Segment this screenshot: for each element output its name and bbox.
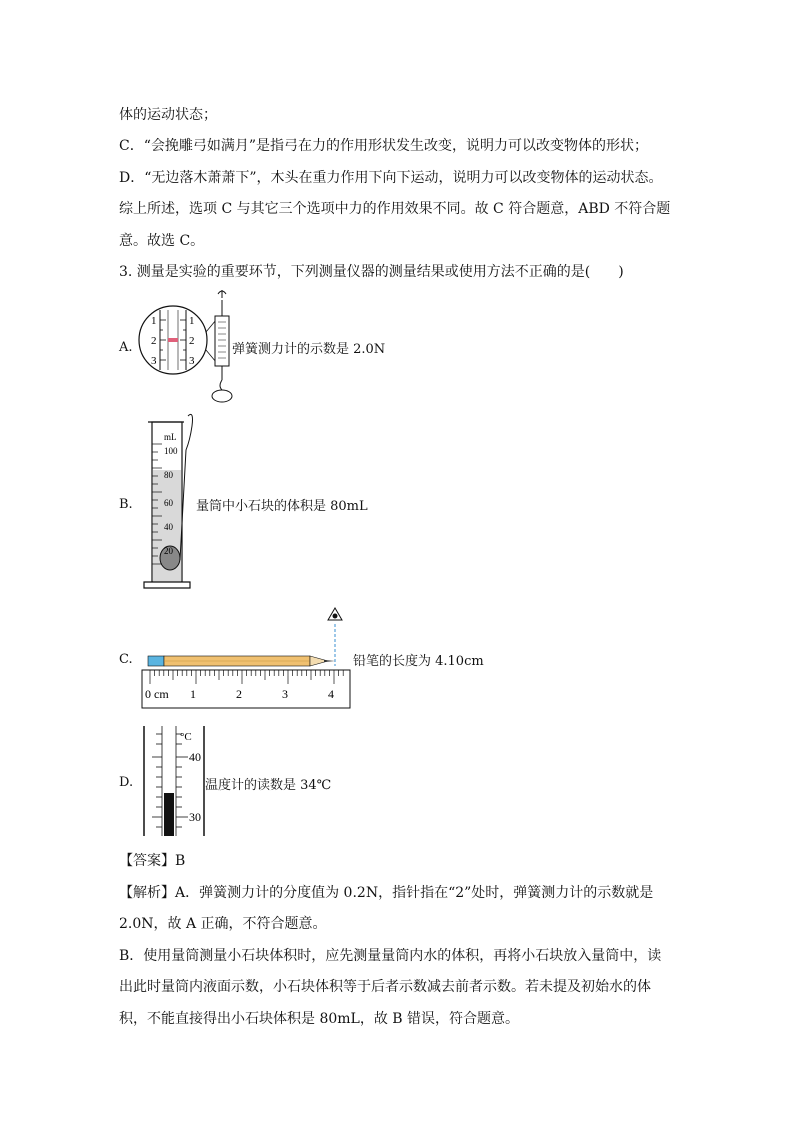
b-tick-20: 20 xyxy=(164,546,173,556)
explanation-line-3: B．使用量筒测量小石块体积时，应先测量量筒内水的体积，再将小石块放入量筒中，读 xyxy=(119,948,662,964)
hanging-weight xyxy=(212,390,232,402)
text-line-4: 综上所述，选项 C 与其它三个选项中力的作用效果不同。故 C 符合题意，ABD 不符合题 xyxy=(119,201,671,217)
a-scale-left-2: 2 xyxy=(151,335,157,347)
option-c-caption: 铅笔的长度为 4.10cm xyxy=(353,654,484,669)
explanation-line-2: 2.0N，故 A 正确，不符合题意。 xyxy=(119,916,327,932)
b-unit: mL xyxy=(164,432,177,442)
cylinder-base xyxy=(144,582,190,588)
option-d-caption: 温度计的读数是 34℃ xyxy=(205,778,332,793)
ruler-label-3: 3 xyxy=(282,687,288,701)
option-c-letter: C. xyxy=(119,652,133,667)
d-tick-30: 30 xyxy=(189,810,201,824)
ruler-label-1: 1 xyxy=(190,687,196,701)
pointer-marker xyxy=(168,338,178,342)
explanation-line-4: 出此时量筒内液面示数，小石块体积等于后者示数减去前者示数。若未提及初始水的体 xyxy=(119,979,651,995)
ruler-pencil-figure xyxy=(140,604,354,712)
question-3: 3. 测量是实验的重要环节，下列测量仪器的测量结果或使用方法不正确的是( ) xyxy=(119,264,624,280)
b-tick-40: 40 xyxy=(164,522,173,532)
a-scale-right-1: 1 xyxy=(189,315,195,327)
text-line-1: 体的运动状态； xyxy=(119,107,217,123)
a-scale-right-3: 3 xyxy=(189,355,195,367)
graduated-cylinder-figure xyxy=(140,410,200,592)
option-b-caption: 量筒中小石块的体积是 80mL xyxy=(196,499,368,514)
text-line-3: D．“无边落木萧萧下”，木头在重力作用下向下运动，说明力可以改变物体的运动状态。 xyxy=(119,170,663,186)
ruler-label-4: 4 xyxy=(328,687,334,701)
mercury-column xyxy=(164,793,174,836)
a-scale-left-1: 1 xyxy=(151,315,157,327)
b-tick-80: 80 xyxy=(164,470,173,480)
thermometer-figure xyxy=(140,724,208,838)
answer-line: 【答案】B xyxy=(119,853,186,869)
explanation-line-5: 积，不能直接得出小石块体积是 80mL，故 B 错误，符合题意。 xyxy=(119,1011,520,1027)
a-scale-right-2: 2 xyxy=(189,335,195,347)
ruler-label-2: 2 xyxy=(236,687,242,701)
option-d-letter: D. xyxy=(119,775,134,790)
option-b-letter: B. xyxy=(119,497,133,512)
text-line-5: 意。故选 C。 xyxy=(119,233,205,249)
b-tick-60: 60 xyxy=(164,498,173,508)
d-unit: °C xyxy=(180,731,192,743)
pencil-cap xyxy=(148,656,164,666)
b-tick-100: 100 xyxy=(164,446,178,456)
d-tick-40: 40 xyxy=(189,750,201,764)
explanation-line-1: 【解析】A．弹簧测力计的分度值为 0.2N，指针指在“2”处时，弹簧测力计的示数就是 xyxy=(119,885,654,901)
a-scale-left-3: 3 xyxy=(151,355,157,367)
option-a-letter: A. xyxy=(119,340,133,355)
option-a-caption: 弹簧测力计的示数是 2.0N xyxy=(232,342,386,357)
text-line-2: C．“会挽雕弓如满月”是指弓在力的作用形状发生改变，说明力可以改变物体的形状； xyxy=(119,138,649,154)
spring-scale-figure xyxy=(138,288,234,406)
ruler-label-0: 0 cm xyxy=(145,687,169,701)
